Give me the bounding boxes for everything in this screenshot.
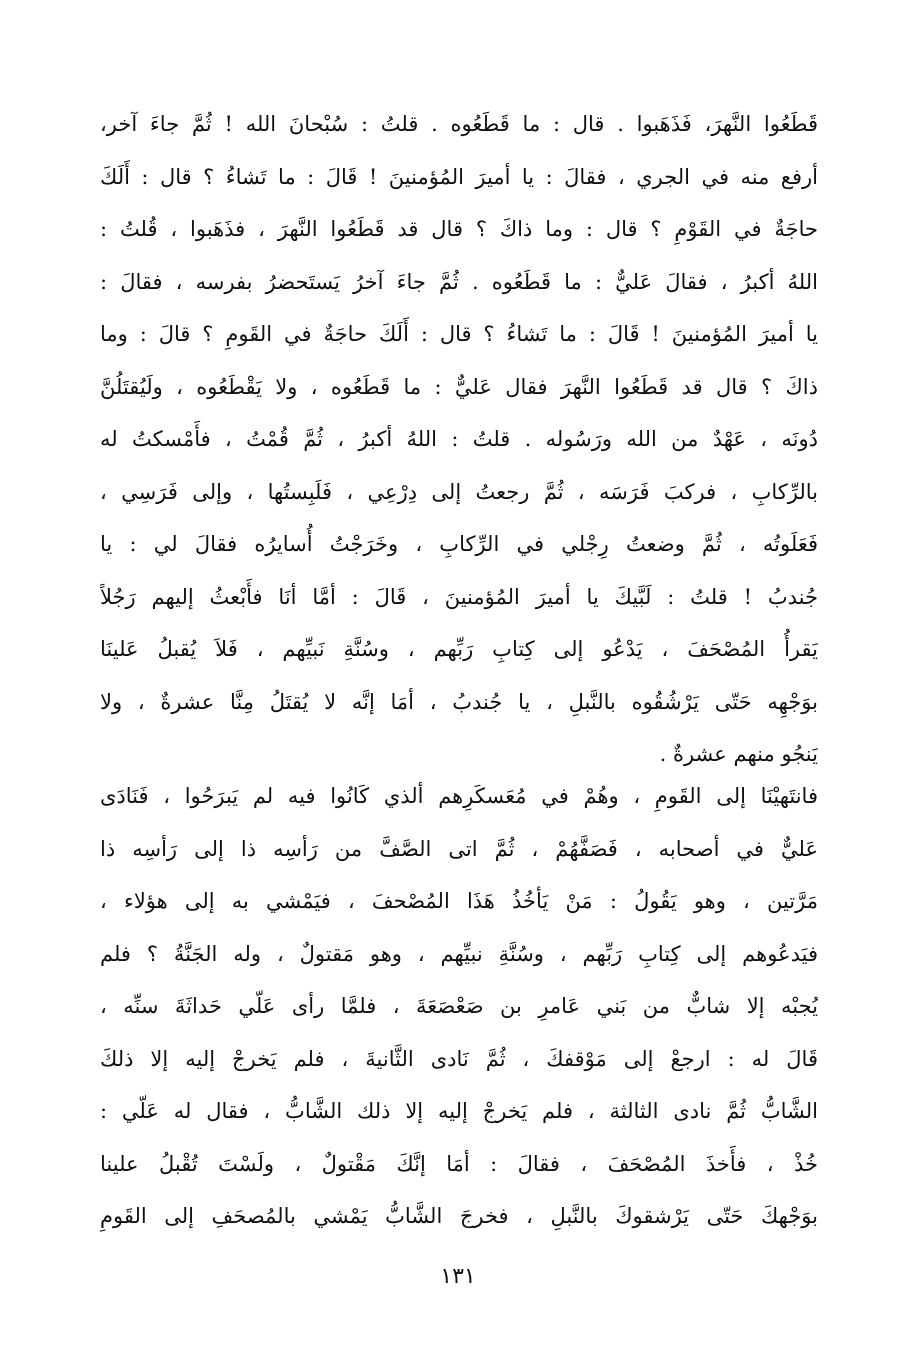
page-number: ١٣١ [440,1264,476,1289]
text-line: يَقرأُ المُصْحَفَ ، يَدْعُو إلى كِتابِ رَبِّهم ، وسُنَّةِ نَبيِّهم ، فَلاَ يُقبلُ عَلينَا [100,637,818,661]
text-line: مَرَّتين ، وهو يَقُولُ : مَنْ يَأخُذُ هَذَا المُصْحفَ ، فيَمْشي به إلى هؤلاء ، [100,889,818,913]
text-line: الشَّابُّ ثُمَّ نادى الثالثة ، فلم يَخرجْ إليه إلا ذلك الشَّابُّ ، فقال له عَلّي : [100,1099,818,1123]
text-line: حاجَةٌ في القَوْمِ ؟ قال : وما ذاكَ ؟ قال قد قَطَعُوا النَّهرَ ، فذَهَبوا ، قُلتُ : [100,217,818,241]
text-line: فَعَلَوتُه ، ثُمَّ وضعتُ رِجْلي في الرِّكابِ ، وخَرَجْتُ أُسايرُه فقالَ لي : يا [100,532,818,556]
text-line: يُجبْه إلا شابٌّ من بَني عَامرِ بن صَعْصَعَةَ ، فلمَّا رأى عَلّي حَداثَةَ سنِّه ، [100,994,818,1018]
text-line: قَالَ له : ارجعْ إلى مَوْقفكَ ، ثُمَّ نَادى الثَّانيةَ ، فلم يَخرجْ إليه إلا ذلكَ [100,1046,818,1071]
text-line: قَطَعُوا النَّهرَ، فَذَهَبوا . قال : ما قَطَعُوه . قلتُ : سُبْحانَ الله ! ثُمَّ جاءَ آخر، [100,112,818,136]
text-line: اللهُ أكبرُ ، فقالَ عَليٌّ : ما قَطَعُوه . ثُمَّ جاءَ آخرُ يَستَحضرُ بفرسه ، فقالَ : [100,269,818,294]
text-line: بوَجْهِه حَتّى يَرْشُقُوه بالنَّبلِ ، يا جُندبُ ، أمَا إنَّه لا يُقتَلُ مِنَّا عشرةٌ ، ولا [100,689,818,714]
text-line: دُونَه ، عَهْدٌ من الله ورَسُوله . قلتُ : اللهُ أكبرُ ، ثُمَّ قُمْتُ ، فأَمْسكتُ له [100,427,818,451]
text-line: خُذْ ، فأَخذَ المُصْحَفَ ، فقالَ : أمَا إنَّكَ مَقْتولٌ ، ولَسْتَ تُقْبلُ علينا [100,1151,818,1176]
text-line: عَليٌّ في أصحابه ، فَصَفَّهُمْ ، ثُمَّ اتى الصَّفَّ من رَأسِه ذا إلى رَأسِه ذا [100,836,818,861]
text-line: يا أميرَ المُؤمنينَ ! قَالَ : ما تَشاءُ ؟ قال : أَلَكَ حاجَةٌ في القَومِ ؟ قالَ : وما [100,322,818,346]
text-line: يَنجُو منهم عشرةٌ . [659,742,818,766]
paragraph-1 [100,98,818,781]
text-line: فانتَهيْنَا إلى القَومِ ، وهُمْ في مُعَسكَرِهم ألذي كَانُوا فيه لم يَبرَحُوا ، فَنَادَى [100,784,818,808]
text-line: جُندبُ ! قلتُ : لَبَّيكَ يا أميرَ المُؤمنينَ ، قَالَ : أمَّا أنَا فأَبْعثُ إليهم رَجُلاً [100,584,818,609]
text-line: بالرِّكابِ ، فركبَ فَرَسَه ، ثُمَّ رجعتُ إلى دِرْعِي ، فَلَبِستُها ، وإلى فَرَسِي ، [100,479,818,504]
text-line: أرفع منه في الجري ، فقالَ : يا أميرَ المُؤمنينَ ! قَالَ : ما تَشاءُ ؟ قال : أَلَكَ [100,164,818,189]
text-line: فيَدعُوهم إلى كِتابِ رَبِّهم ، وسُنَّةِ نبيِّهم ، وهو مَقتولٌ ، وله الجَنَّةُ ؟ فلم [100,941,818,966]
paragraph-2 [100,770,818,1243]
text-line: بوَجْهكَ حَتّى يَرْشقوكَ بالنَّبلِ ، فخرجَ الشَّابُّ يَمْشي بالمُصحَفِ إلى القَومِ [100,1204,818,1228]
text-line: ذاكَ ؟ قال قد قَطَعُوا النَّهرَ فقال عَليٌّ : ما قَطَعُوه ، ولا يَقْطَعُوه ، ولَيُقتَلُنَّ [100,374,818,399]
